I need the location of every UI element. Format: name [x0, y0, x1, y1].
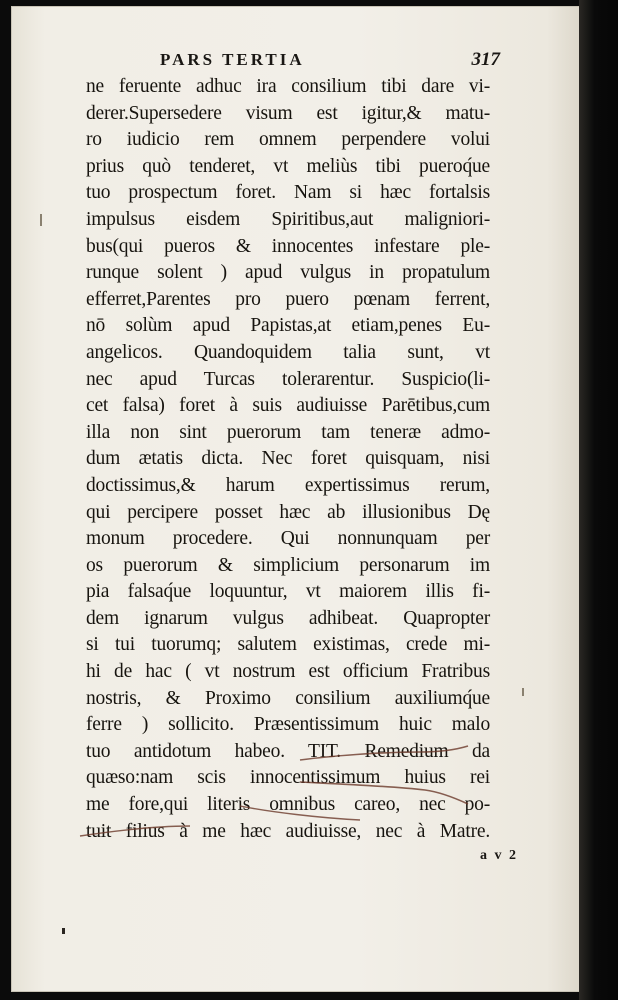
text-line: hi de hac ( vt nostrum est officium Fratribus: [86, 661, 490, 683]
text-line: efferret,Parentes pro puero pœnam ferrent,: [86, 288, 490, 310]
text-line: bus(qui pueros & innocentes infestare ple-: [86, 235, 490, 257]
body-text: [86, 74, 490, 845]
text-line: qui percipere posset hæc ab illusionibus Dę: [86, 501, 490, 523]
page-number: 317: [471, 49, 500, 70]
text-line: os puerorum & simplicium personarum im: [86, 554, 490, 576]
text-line: me fore,qui literis omnibus careo, nec po-: [86, 794, 490, 816]
ink-dot: [62, 928, 65, 934]
text-line: monum procedere. Qui nonnunquam per: [86, 528, 490, 550]
margin-mark: [40, 214, 42, 226]
text-line: cet falsa) foret à suis audiuisse Parētibus,cum: [86, 395, 490, 417]
text-line: quæso:nam scis innocentissimum huius rei: [86, 767, 490, 789]
text-line: doctissimus,& harum expertissimus rerum,: [86, 474, 490, 496]
running-head: PARS TERTIA: [160, 50, 305, 69]
text-line: runque solent ) apud vulgus in propatulum: [86, 262, 490, 284]
page-edge-shadow: [579, 0, 618, 1000]
text-line: nec apud Turcas tolerarentur. Suspicio(li-: [86, 368, 490, 390]
text-line: ne feruente adhuc ira consilium tibi dare vi-: [86, 76, 490, 97]
text-line: dem ignarum vulgus adhibeat. Quapropter: [86, 607, 490, 629]
signature-mark: a v 2: [480, 848, 518, 863]
text-line: pia falsaq́ue loquuntur, vt maiorem illis fi-: [86, 581, 490, 603]
text-line: tuit filius à me hæc audiuisse, nec à Matre.: [86, 820, 490, 842]
text-line: nō solùm apud Papistas,at etiam,penes Eu-: [86, 315, 490, 337]
margin-mark: [522, 688, 524, 696]
text-line: derer.Supersedere visum est igitur,& matu-: [86, 102, 490, 124]
text-line: illa non sint puerorum tam teneræ admo-: [86, 421, 490, 443]
page-header: [60, 50, 500, 74]
text-line: tuo prospectum foret. Nam si hæc fortalsis: [86, 182, 490, 204]
text-line: angelicos. Quandoquidem talia sunt, vt: [86, 341, 490, 363]
text-line: si tui tuorumq; salutem existimas, crede mi-: [86, 634, 490, 656]
text-line: nostris, & Proximo consilium auxiliumq́ue: [86, 687, 490, 709]
text-line: prius quò tenderet, vt meliùs tibi pueroq́ue: [86, 155, 490, 177]
text-line: dum ætatis dicta. Nec foret quisquam, nisi: [86, 448, 490, 470]
text-line: ferre ) sollicito. Præsentissimum huic malo: [86, 714, 490, 736]
text-line: tuo antidotum habeo. TIT. Remedium da: [86, 740, 490, 762]
text-line: ro iudicio rem omnem perpendere volui: [86, 129, 490, 151]
text-line: impulsus eisdem Spiritibus,aut maligniori-: [86, 208, 490, 230]
